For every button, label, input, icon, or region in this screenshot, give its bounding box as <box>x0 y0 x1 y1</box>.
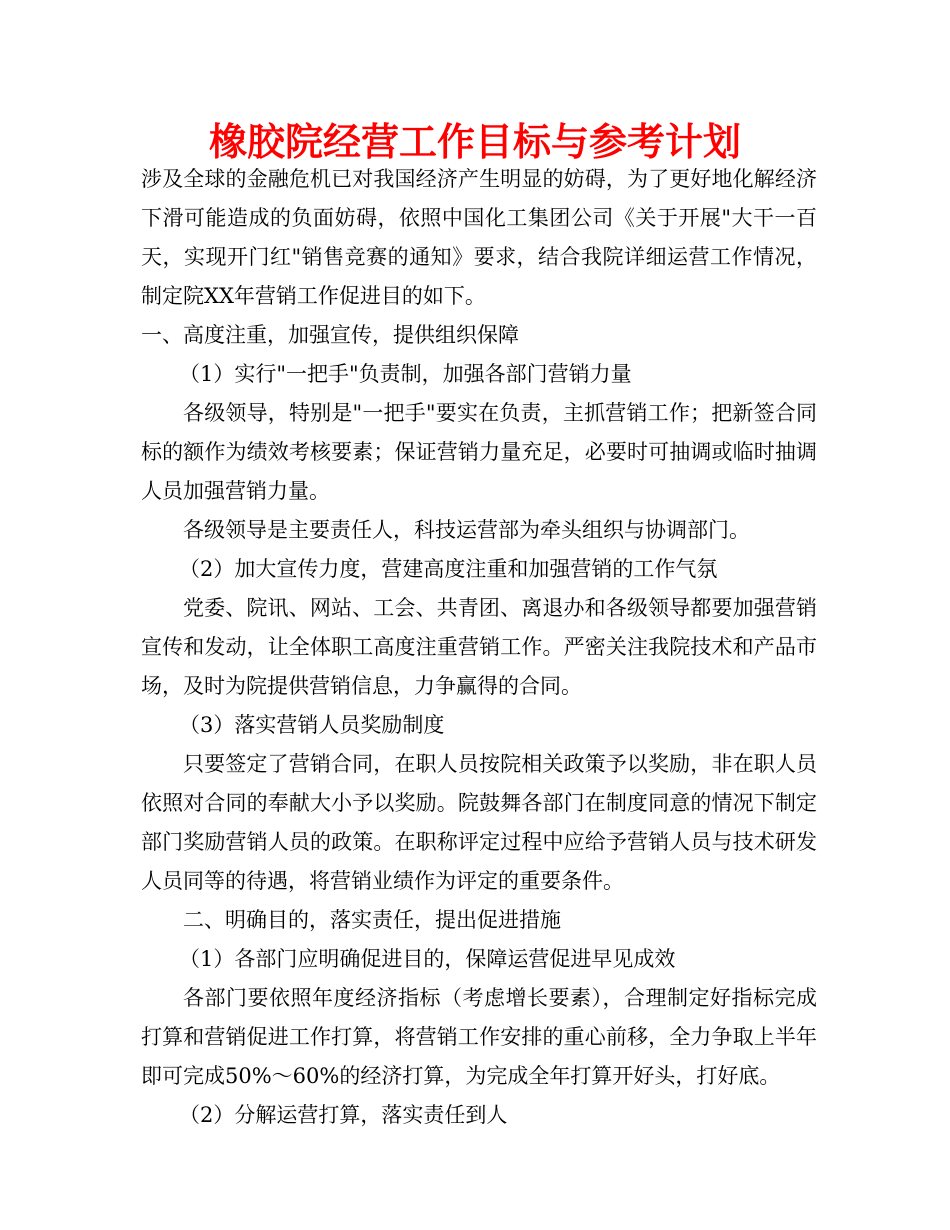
paragraph-2-1: 各部门要依照年度经济指标（考虑增长要素），合理制定好指标完成打算和营销促进工作打算，将营销工作安排的重心前移，全力争取上半年即可完成50%～60%的经济打算，为完成全年打算开好头，打好底。 <box>141 986 817 1088</box>
subsection-heading-2-1: （1）各部门应明确促进目的，保障运营促进早见成效 <box>179 947 676 971</box>
paragraph-1-1-a: 各级领导，特别是"一把手"要实在负责，主抓营销工作；把新签合同标的额作为绩效考核要素；保证营销力量充足，必要时可抽调或临时抽调人员加强营销力量。 <box>141 401 817 503</box>
subsection-heading-2-2: （2）分解运营打算，落实责任到人 <box>179 1103 508 1127</box>
paragraph-1-2: 党委、院讯、网站、工会、共青团、离退办和各级领导都要加强营销宣传和发动，让全体职工高度注重营销工作。严密关注我院技术和产品市场，及时为院提供营销信息，力争赢得的合同。 <box>141 596 817 698</box>
paragraph-1-1-b: 各级领导是主要责任人，科技运营部为牵头组织与协调部门。 <box>183 518 750 542</box>
document-title: 橡胶院经营工作目标与参考计划 <box>208 120 741 164</box>
subsection-heading-1-1: （1）实行"一把手"负责制，加强各部门营销力量 <box>179 362 632 386</box>
section-heading-2: 二、明确目的，落实责任，提出促进措施 <box>183 908 561 932</box>
paragraph-1-3: 只要签定了营销合同，在职人员按院相关政策予以奖励，非在职人员依照对合同的奉献大小予以奖励。院鼓舞各部门在制度同意的情况下制定部门奖励营销人员的政策。在职称评定过程中应给予营销人员与技术研发人员同等的待遇，将营销业绩作为评定的重要条件。 <box>141 752 817 893</box>
document-body <box>141 160 817 1135</box>
subsection-heading-1-3: （3）落实营销人员奖励制度 <box>179 713 445 737</box>
subsection-heading-1-2: （2）加大宣传力度，营建高度注重和加强营销的工作气氛 <box>179 557 718 581</box>
section-heading-1: 一、高度注重，加强宣传，提供组织保障 <box>141 323 519 347</box>
paragraph-intro: 涉及全球的金融危机已对我国经济产生明显的妨碍，为了更好地化解经济下滑可能造成的负面妨碍，依照中国化工集团公司《关于开展"大干一百天，实现开门红"销售竞赛的通知》要求，结合我院详细运营工作情况，制定院XX年营销工作促进目的如下。 <box>141 167 817 308</box>
